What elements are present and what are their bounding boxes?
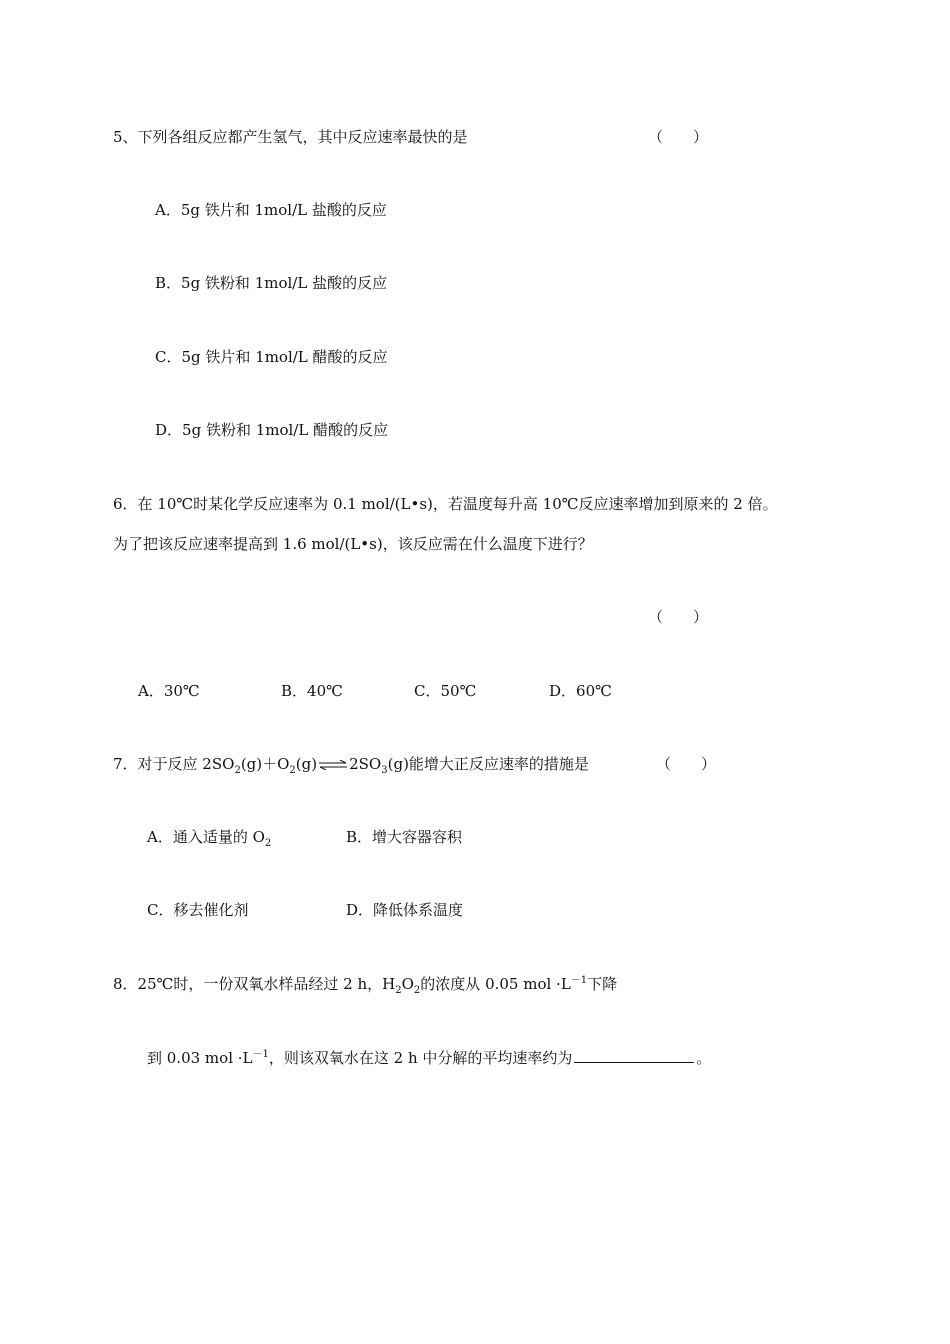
q8-line1-sub2: 2 [413,985,421,996]
q8-stem-line2 [147,1048,711,1068]
q7-option-c: C．移去催化剂 [147,901,249,919]
q7-stem-after-arrow: 2SO [349,755,382,773]
q7-option-a [147,827,271,847]
q8-line1-sub1: 2 [395,985,402,996]
q6-stem-line2: 为了把该反应速率提高到 1.6 mol/(L•s)，该反应需在什么温度下进行？ [113,535,593,553]
q5-option-a: A．5g 铁片和 1mol/L 盐酸的反应 [155,201,387,219]
q8-stem-line1 [113,974,617,994]
q7-sub-3: 3 [381,765,388,776]
q8-line1-d: 下降 [587,975,618,993]
q8-line2-a: 到 0.03 mol ·L [147,1049,253,1067]
q5-stem: 5、下列各组反应都产生氢气，其中反应速率最快的是 [113,128,468,146]
equilibrium-arrow-icon [318,760,348,770]
q7-option-b: B．增大容器容积 [346,828,463,846]
q6-option-d: D．60℃ [549,682,612,700]
q6-option-a: A．30℃ [138,682,200,700]
q7-stem-mid2: (g) [295,755,318,773]
q8-line2-end: 。 [696,1049,712,1067]
q6-answer-paren: （ ） [648,608,709,626]
q7-stem [113,754,589,774]
q7-stem-mid1: (g)＋O [240,755,290,773]
q6-option-b: B．40℃ [281,682,343,700]
q7-option-a-sub: 2 [264,838,272,849]
q5-answer-paren: （ ） [648,128,709,146]
q6-stem-line1: 6．在 10℃时某化学反应速率为 0.1 mol/(L•s)，若温度每升高 10℃反应速率增加到原来的 2 倍。 [113,495,778,513]
q7-sub-2: 2 [289,765,296,776]
q5-option-b: B．5g 铁粉和 1mol/L 盐酸的反应 [155,274,388,292]
q7-option-a-text: A．通入适量的 O [147,828,265,846]
q8-line1-c: 的浓度从 0.05 mol ·L [420,975,571,993]
q7-option-d: D．降低体系温度 [346,901,464,919]
q8-line2-b: ，则该双氧水在这 2 h 中分解的平均速率约为 [268,1049,573,1067]
q6-option-c: C．50℃ [414,682,477,700]
q8-answer-blank[interactable] [574,1048,694,1063]
q7-answer-paren: （ ） [656,755,717,773]
q8-line1-a: 8．25℃时，一份双氧水样品经过 2 h，H [113,975,396,993]
q7-stem-suffix: (g)能增大正反应速率的措施是 [387,755,589,773]
q8-line1-sup: －1 [570,975,588,986]
q8-line1-b: O [401,975,414,993]
q7-stem-prefix: 7．对于反应 2SO [113,755,235,773]
q5-option-d: D．5g 铁粉和 1mol/L 醋酸的反应 [155,421,389,439]
q7-sub-1: 2 [234,765,241,776]
q5-option-c: C．5g 铁片和 1mol/L 醋酸的反应 [155,348,388,366]
q8-line2-sup: －1 [252,1049,269,1060]
